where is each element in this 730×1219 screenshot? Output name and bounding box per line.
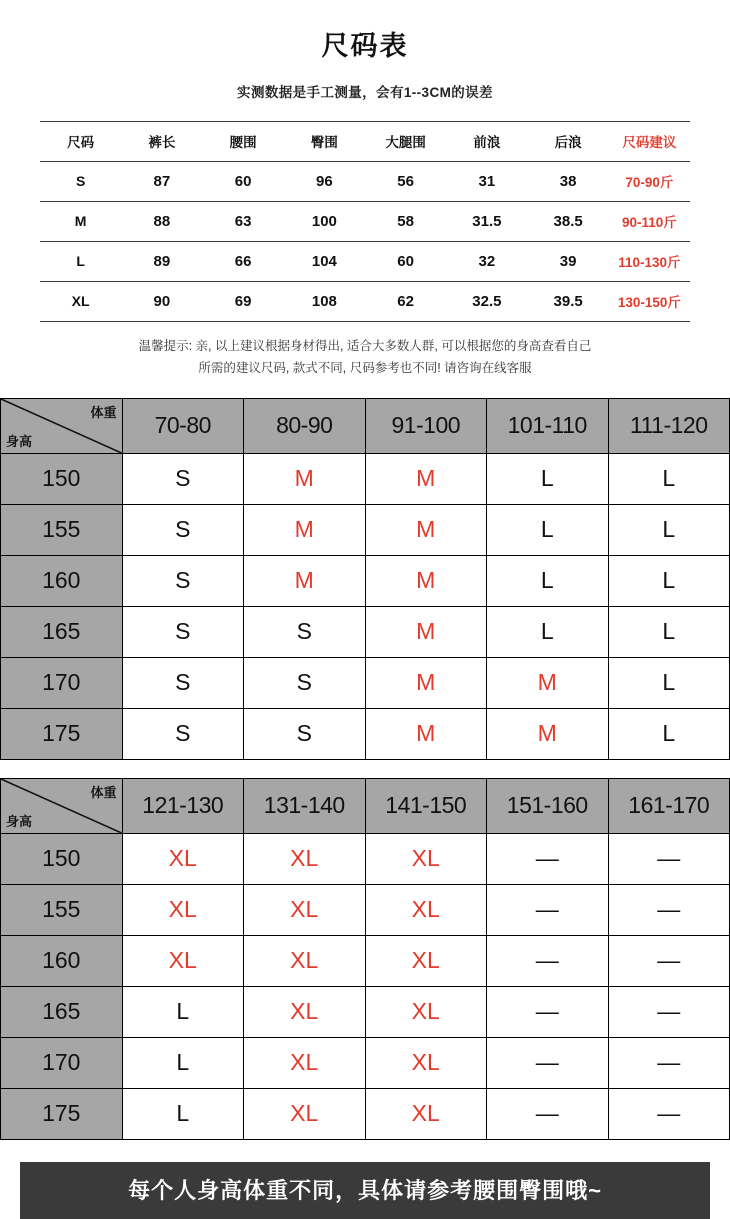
matrix-size-cell: L xyxy=(487,453,609,504)
matrix-size-cell: XL xyxy=(244,1037,366,1088)
matrix-weight-header: 161-170 xyxy=(608,778,730,833)
measurement-note: 实测数据是手工测量，会有1--3CM的误差 xyxy=(237,85,493,100)
matrix-height-header: 155 xyxy=(1,504,123,555)
matrix-size-cell: — xyxy=(608,1088,730,1139)
matrix-weight-header: 111-120 xyxy=(608,398,730,453)
matrix-size-cell: L xyxy=(122,1037,244,1088)
size-table-cell: 69 xyxy=(203,282,284,322)
size-table-cell: 38.5 xyxy=(528,202,609,242)
matrix-size-cell: M xyxy=(365,453,487,504)
size-table-cell: 100 xyxy=(284,202,365,242)
matrix-size-cell: S xyxy=(122,555,244,606)
matrix-size-cell: XL xyxy=(122,884,244,935)
size-table-cell: 90 xyxy=(121,282,202,322)
tips-line-2: 所需的建议尺码, 款式不同, 尺码参考也不同! 请咨询在线客服 xyxy=(198,360,532,375)
size-table-cell: 60 xyxy=(203,162,284,202)
size-table-cell: 31.5 xyxy=(446,202,527,242)
matrix-size-cell: XL xyxy=(365,833,487,884)
matrix-height-header: 175 xyxy=(1,708,123,759)
matrix-size-cell: XL xyxy=(122,833,244,884)
matrix-row xyxy=(1,657,730,708)
size-table-cell: 90-110斤 xyxy=(609,202,690,242)
matrix-size-cell: L xyxy=(608,657,730,708)
matrix-size-cell: XL xyxy=(365,986,487,1037)
size-table-container xyxy=(40,121,690,322)
size-table-cell: 108 xyxy=(284,282,365,322)
size-table-cell: S xyxy=(40,162,121,202)
matrix-height-header: 170 xyxy=(1,1037,123,1088)
matrix-size-cell: L xyxy=(487,555,609,606)
matrix-size-cell: XL xyxy=(244,986,366,1037)
matrix-size-cell: XL xyxy=(365,884,487,935)
matrix-size-cell: S xyxy=(122,606,244,657)
matrix-size-cell: — xyxy=(487,833,609,884)
footer-banner: 每个人身高体重不同，具体请参考腰围臀围哦~ xyxy=(20,1162,710,1219)
matrix-row xyxy=(1,504,730,555)
matrix-height-header: 165 xyxy=(1,986,123,1037)
matrix-row xyxy=(1,555,730,606)
matrix-row xyxy=(1,453,730,504)
size-table-cell: 66 xyxy=(203,242,284,282)
matrix-size-cell: M xyxy=(365,504,487,555)
matrix-size-cell: S xyxy=(122,504,244,555)
matrix-size-cell: — xyxy=(608,884,730,935)
size-table-row xyxy=(40,282,690,322)
matrix-size-cell: — xyxy=(608,1037,730,1088)
matrix-height-header: 150 xyxy=(1,833,123,884)
size-table-col-header: 尺码 xyxy=(40,122,121,162)
matrix-weight-header: 80-90 xyxy=(244,398,366,453)
matrix-size-cell: L xyxy=(608,504,730,555)
matrix-size-cell: S xyxy=(122,708,244,759)
matrix-size-cell: S xyxy=(122,657,244,708)
size-table-cell: 60 xyxy=(365,242,446,282)
size-table-cell: 38 xyxy=(528,162,609,202)
matrix-axis-height-label: 身高 xyxy=(6,433,33,449)
matrix-size-cell: M xyxy=(244,504,366,555)
matrix-height-header: 170 xyxy=(1,657,123,708)
size-table-cell: 56 xyxy=(365,162,446,202)
matrix-weight-header: 141-150 xyxy=(365,778,487,833)
matrix-size-cell: L xyxy=(487,606,609,657)
matrix-size-cell: L xyxy=(122,986,244,1037)
size-table-cell: 96 xyxy=(284,162,365,202)
tips-line-1: 温馨提示: 亲, 以上建议根据身材得出, 适合大多数人群, 可以根据您的身高查看自己 xyxy=(138,339,592,353)
size-table-cell: 31 xyxy=(446,162,527,202)
size-table-cell: 32 xyxy=(446,242,527,282)
matrix-size-cell: XL xyxy=(365,1037,487,1088)
size-table-cell: L xyxy=(40,242,121,282)
matrix-size-cell: M xyxy=(365,555,487,606)
matrix-size-cell: L xyxy=(608,453,730,504)
size-table-cell: 39.5 xyxy=(528,282,609,322)
matrix-size-cell: XL xyxy=(365,935,487,986)
matrix-header-row xyxy=(1,778,730,833)
matrix-size-cell: — xyxy=(487,884,609,935)
matrix-axis-height-label: 身高 xyxy=(6,813,33,829)
matrix-size-cell: S xyxy=(244,606,366,657)
matrix-axis-corner xyxy=(1,398,123,453)
matrix-size-cell: — xyxy=(487,1037,609,1088)
matrix-weight-header: 70-80 xyxy=(122,398,244,453)
height-weight-matrix-a xyxy=(0,398,730,760)
matrix-size-cell: — xyxy=(608,833,730,884)
size-table-cell: 110-130斤 xyxy=(609,242,690,282)
matrix-size-cell: XL xyxy=(244,833,366,884)
size-table-header-row xyxy=(40,122,690,162)
size-table-col-header: 后浪 xyxy=(528,122,609,162)
size-table-cell: 58 xyxy=(365,202,446,242)
matrix-size-cell: XL xyxy=(244,935,366,986)
matrix-size-cell: — xyxy=(487,986,609,1037)
matrix-weight-header: 151-160 xyxy=(487,778,609,833)
matrix-size-cell: — xyxy=(487,935,609,986)
size-table-row xyxy=(40,242,690,282)
matrix-row xyxy=(1,884,730,935)
size-table-cell: 130-150斤 xyxy=(609,282,690,322)
matrix-size-cell: S xyxy=(244,708,366,759)
matrix-size-cell: — xyxy=(608,935,730,986)
matrix-height-header: 160 xyxy=(1,935,123,986)
matrix-size-cell: — xyxy=(487,1088,609,1139)
matrix-height-header: 150 xyxy=(1,453,123,504)
tips-text xyxy=(0,336,730,380)
matrix-size-cell: M xyxy=(365,606,487,657)
size-table-cell: 87 xyxy=(121,162,202,202)
matrix-size-cell: M xyxy=(365,657,487,708)
matrix-row xyxy=(1,606,730,657)
matrix-axis-weight-label: 体重 xyxy=(90,404,117,420)
matrix-height-header: 165 xyxy=(1,606,123,657)
size-table-col-header: 臀围 xyxy=(284,122,365,162)
matrix-axis-corner xyxy=(1,778,123,833)
size-table-cell: 39 xyxy=(528,242,609,282)
matrix-size-cell: L xyxy=(487,504,609,555)
matrix-size-cell: XL xyxy=(244,884,366,935)
size-table-cell: XL xyxy=(40,282,121,322)
matrix-weight-header: 131-140 xyxy=(244,778,366,833)
matrix-size-cell: XL xyxy=(365,1088,487,1139)
size-table-cell: 63 xyxy=(203,202,284,242)
page-title: 尺码表 xyxy=(321,31,409,61)
size-table-row xyxy=(40,162,690,202)
matrix-height-header: 175 xyxy=(1,1088,123,1139)
size-table-cell: 89 xyxy=(121,242,202,282)
matrix-size-cell: M xyxy=(487,657,609,708)
size-table-cell: 70-90斤 xyxy=(609,162,690,202)
size-table-col-header: 前浪 xyxy=(446,122,527,162)
matrix-row xyxy=(1,833,730,884)
matrix-size-cell: L xyxy=(608,606,730,657)
matrix-height-header: 160 xyxy=(1,555,123,606)
size-table-cell: 32.5 xyxy=(446,282,527,322)
matrix-row xyxy=(1,935,730,986)
size-table-col-header: 大腿围 xyxy=(365,122,446,162)
matrix-size-cell: M xyxy=(487,708,609,759)
matrix-weight-header: 91-100 xyxy=(365,398,487,453)
matrix-weight-header: 121-130 xyxy=(122,778,244,833)
matrix-size-cell: S xyxy=(244,657,366,708)
matrix-height-header: 155 xyxy=(1,884,123,935)
matrix-size-cell: S xyxy=(122,453,244,504)
size-table-row xyxy=(40,202,690,242)
matrix-row xyxy=(1,1088,730,1139)
size-table-cell: 88 xyxy=(121,202,202,242)
matrix-row xyxy=(1,1037,730,1088)
size-table-cell: 104 xyxy=(284,242,365,282)
matrix-size-cell: M xyxy=(244,555,366,606)
matrix-size-cell: L xyxy=(608,555,730,606)
matrix-size-cell: XL xyxy=(122,935,244,986)
matrix-axis-weight-label: 体重 xyxy=(90,784,117,800)
matrix-size-cell: M xyxy=(365,708,487,759)
matrix-header-row xyxy=(1,398,730,453)
matrix-size-cell: L xyxy=(122,1088,244,1139)
height-weight-matrix-b xyxy=(0,778,730,1140)
size-table-cell: M xyxy=(40,202,121,242)
size-table xyxy=(40,121,690,322)
matrix-size-cell: — xyxy=(608,986,730,1037)
matrix-size-cell: M xyxy=(244,453,366,504)
size-table-col-header: 尺码建议 xyxy=(609,122,690,162)
matrix-row xyxy=(1,986,730,1037)
matrix-weight-header: 101-110 xyxy=(487,398,609,453)
matrix-row xyxy=(1,708,730,759)
size-table-cell: 62 xyxy=(365,282,446,322)
size-table-col-header: 腰围 xyxy=(203,122,284,162)
matrix-size-cell: L xyxy=(608,708,730,759)
matrix-size-cell: XL xyxy=(244,1088,366,1139)
size-table-col-header: 裤长 xyxy=(121,122,202,162)
